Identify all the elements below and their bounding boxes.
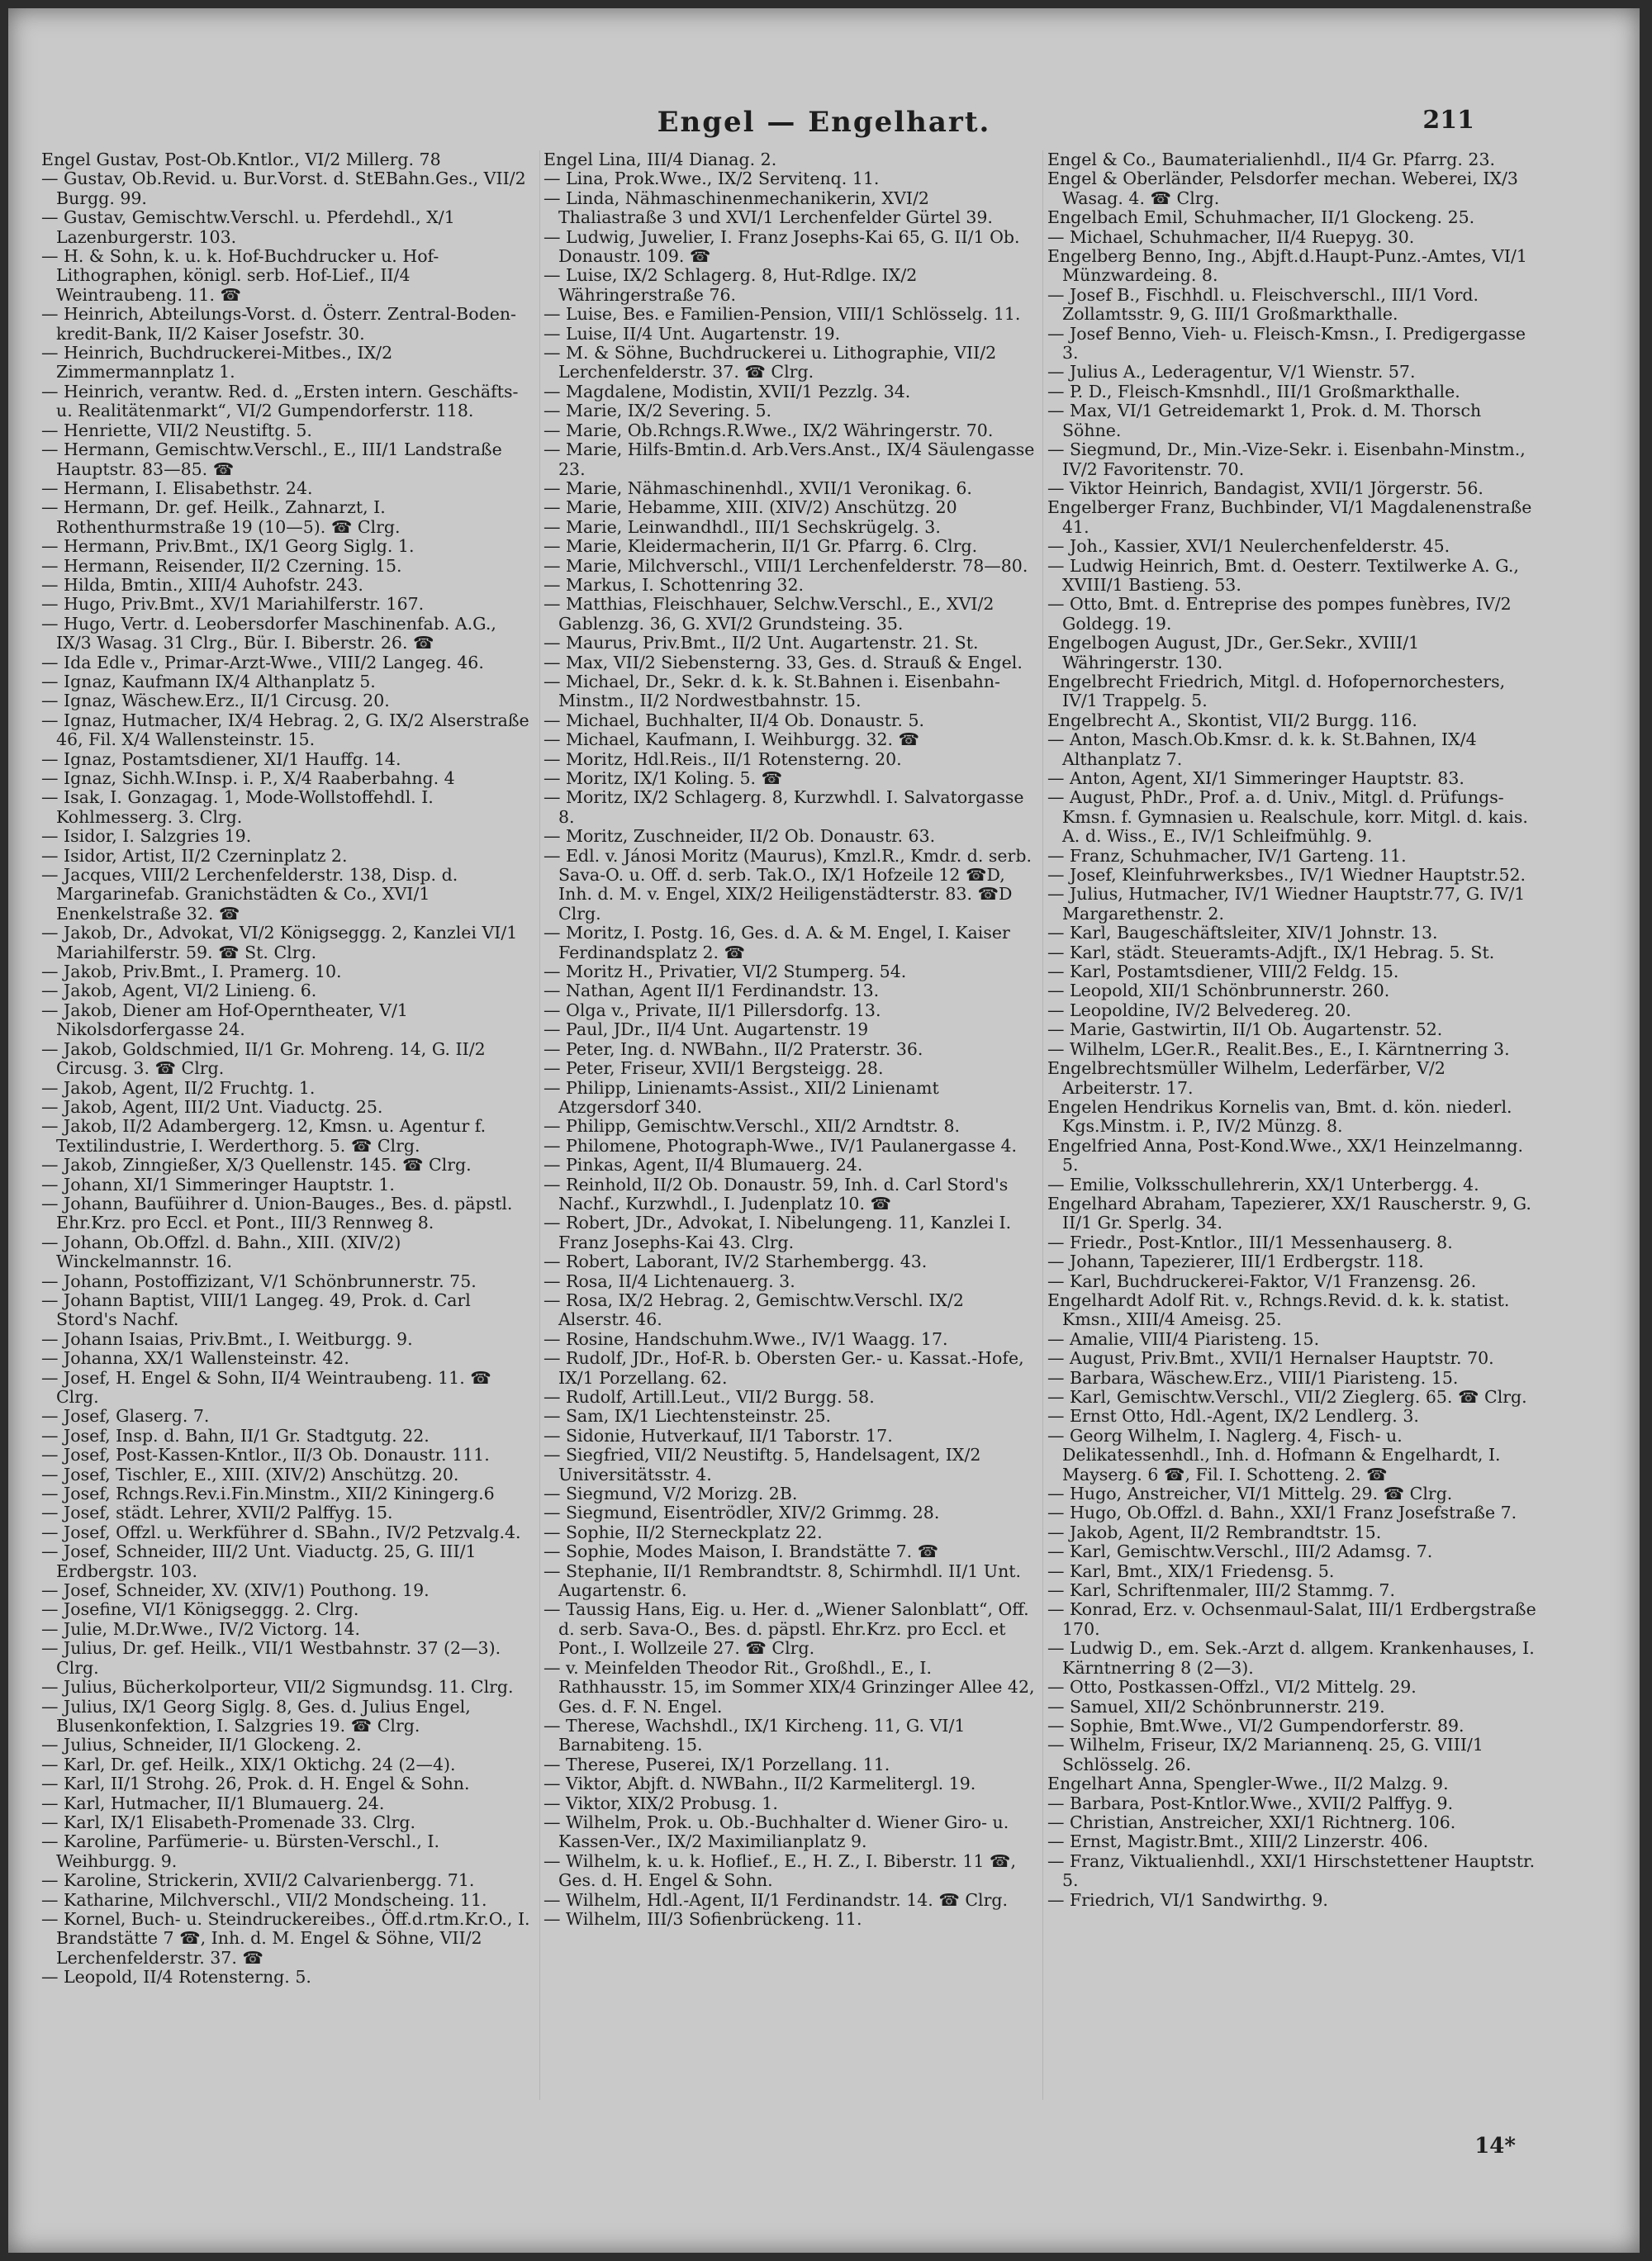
directory-entry: — Josef, H. Engel & Sohn, II/4 Weintraubeng. 11. ☎ Clrg. — [41, 1367, 491, 1407]
directory-entry: Engelhardt Adolf Rit. v., Rchngs.Revid. d. k. k. statist. Kmsn., XIII/4 Ameisg. 25. — [1047, 1290, 1510, 1330]
directory-entry: — Karl, Schriftenmaler, III/2 Stammg. 7. — [1047, 1580, 1395, 1601]
directory-entry: — Marie, Milchverschl., VIII/1 Lerchenfelderstr. 78—80. — [544, 555, 1028, 576]
directory-entry: — Wilhelm, III/3 Sofienbrückeng. 11. — [544, 1908, 862, 1929]
directory-entry: — Moritz, IX/1 Koling. 5. ☎ — [544, 768, 783, 788]
directory-entry: — Matthias, Fleischhauer, Selchw.Verschl., E., XVI/2 Gablenzg. 36, G. XVI/2 Grundsteing. 35. — [544, 594, 995, 634]
directory-entry: — Kornel, Buch- u. Steindruckereibes., Öff.d.rtm.Kr.O., I. Brandstätte 7 ☎, Inh. d. M. Engel & Söhne, VII/2 Lerchenfelderstr. 37. ☎ — [41, 1908, 530, 1968]
directory-column-3 — [1047, 150, 1541, 2100]
directory-entry: — Philipp, Gemischtw.Verschl., XII/2 Arndtstr. 8. — [544, 1116, 961, 1137]
directory-entry: — Johanna, XX/1 Wallensteinstr. 42. — [41, 1348, 349, 1369]
directory-entry: — Marie, Kleidermacherin, II/1 Gr. Pfarrg. 6. Clrg. — [544, 536, 978, 557]
directory-entry: — Ludwig Heinrich, Bmt. d. Oesterr. Textilwerke A. G., XVIII/1 Bastieng. 53. — [1047, 555, 1519, 595]
directory-entry: — Robert, Laborant, IV/2 Starhembergg. 43. — [544, 1252, 928, 1272]
directory-entry: — Siegmund, V/2 Morizg. 2B. — [544, 1484, 798, 1504]
directory-entry: — Lina, Prok.Wwe., IX/2 Servitenq. 11. — [544, 169, 880, 189]
directory-entry: — P. D., Fleisch-Kmsnhdl., III/1 Großmarkthalle. — [1047, 381, 1460, 401]
directory-entry: — Isidor, Artist, II/2 Czerninplatz 2. — [41, 845, 348, 866]
directory-entry: — Siegmund, Dr., Min.-Vize-Sekr. i. Eisenbahn-Minstm., IV/2 Favoritenstr. 70. — [1047, 439, 1526, 479]
directory-entry: — Ludwig, Juwelier, I. Franz Josephs-Kai 65, G. II/1 Ob. Donaustr. 109. ☎ — [544, 226, 1020, 267]
directory-entry: — August, PhDr., Prof. a. d. Univ., Mitgl. d. Prüfungs-Kmsn. f. Gymnasien u. Realschule, korr. Mitgl. d. kais. A. d. Wiss., E., IV/1 Schleifmühlg. 9. — [1047, 787, 1528, 847]
directory-entry: — Peter, Friseur, XVII/1 Bergsteigg. 28. — [544, 1058, 884, 1079]
directory-entry: — Linda, Nähmaschinenmechanikerin, XVI/2 Thaliastraße 3 und XVI/1 Lerchenfelder Gürtel 39. — [544, 188, 993, 228]
directory-entry: — Hugo, Priv.Bmt., XV/1 Mariahilferstr. 167. — [41, 594, 425, 615]
directory-entry: — Ludwig D., em. Sek.-Arzt d. allgem. Krankenhauses, I. Kärntnerring 8 (2—3). — [1047, 1638, 1535, 1678]
directory-entry: — Karl, II/1 Strohg. 26, Prok. d. H. Engel & Sohn. — [41, 1774, 470, 1794]
directory-entry: — Johann Isaias, Priv.Bmt., I. Weitburgg. 9. — [41, 1328, 413, 1349]
directory-entry: — Ignaz, Postamtsdiener, XI/1 Hauffg. 14. — [41, 748, 401, 769]
directory-entry: — Moritz, Zuschneider, II/2 Ob. Donaustr. 63. — [544, 826, 936, 847]
directory-entry: — Olga v., Private, II/1 Pillersdorfg. 13. — [544, 1000, 881, 1020]
directory-entry: — Pinkas, Agent, II/4 Blumauerg. 24. — [544, 1155, 863, 1176]
directory-entry: — Karl, Baugeschäftsleiter, XIV/1 Johnstr. 13. — [1047, 923, 1438, 943]
directory-entry: — Moritz, I. Postg. 16, Ges. d. A. & M. Engel, I. Kaiser Ferdinandsplatz 2. ☎ — [544, 923, 1010, 962]
directory-column-2 — [544, 150, 1037, 2100]
directory-entry: — Moritz, Hdl.Reis., II/1 Rotensterng. 20. — [544, 748, 902, 769]
directory-entry: — Ignaz, Wäschew.Erz., II/1 Circusg. 20. — [41, 691, 390, 711]
directory-entry: — Johann, Tapezierer, III/1 Erdbergstr. 118. — [1047, 1252, 1424, 1272]
directory-entry: — Josef, Tischler, E., XIII. (XIV/2) Anschützg. 20. — [41, 1464, 459, 1484]
directory-entry: — Johann, Baufüihrer d. Union-Bauges., Bes. d. päpstl. Ehr.Krz. pro Eccl. et Pont., III/3 Rennweg 8. — [41, 1193, 513, 1233]
directory-entry: — Sidonie, Hutverkauf, II/1 Taborstr. 17. — [544, 1425, 893, 1446]
directory-entry: — Magdalene, Modistin, XVII/1 Pezzlg. 34. — [544, 381, 911, 401]
directory-entry: — Henriette, VII/2 Neustiftg. 5. — [41, 420, 312, 440]
directory-entry: — Anton, Masch.Ob.Kmsr. d. k. k. St.Bahnen, IX/4 Althanplatz 7. — [1047, 729, 1477, 769]
directory-entry: — Hermann, Dr. gef. Heilk., Zahnarzt, I. Rothenthurmstraße 19 (10—5). ☎ Clrg. — [41, 497, 401, 537]
directory-entry: — Karl, Dr. gef. Heilk., XIX/1 Oktichg. 24 (2—4). — [41, 1754, 456, 1774]
directory-entry: — Luise, Bes. e Familien-Pension, VIII/1 Schlösselg. 11. — [544, 304, 1021, 325]
directory-entry: — Philipp, Linienamts-Assist., XII/2 Linienamt Atzgersdorf 340. — [544, 1077, 939, 1117]
directory-entry: — Ignaz, Sichh.W.Insp. i. P., X/4 Raaberbahng. 4 — [41, 768, 455, 788]
directory-entry: — Konrad, Erz. v. Ochsenmaul-Salat, III/1 Erdbergstraße 170. — [1047, 1599, 1536, 1639]
directory-entry: — Jakob, Goldschmied, II/1 Gr. Mohreng. 14, G. II/2 Circusg. 3. ☎ Clrg. — [41, 1038, 486, 1079]
directory-entry: — Franz, Schuhmacher, IV/1 Garteng. 11. — [1047, 845, 1407, 866]
directory-entry: — Paul, JDr., II/4 Unt. Augartenstr. 19 — [544, 1019, 869, 1040]
directory-entry: — Jakob, Agent, VI/2 Linieng. 6. — [41, 981, 317, 1001]
directory-entry: — Rosine, Handschuhm.Wwe., IV/1 Waagg. 17. — [544, 1328, 948, 1349]
directory-entry: — Siegfried, VII/2 Neustiftg. 5, Handelsagent, IX/2 Universitätsstr. 4. — [544, 1445, 981, 1484]
directory-entry: — Jakob, Dr., Advokat, VI/2 Königseggg. 2, Kanzlei VI/1 Mariahilferstr. 59. ☎ St. Clrg. — [41, 923, 518, 962]
directory-entry: Engelbrecht A., Skontist, VII/2 Burgg. 116. — [1047, 710, 1417, 730]
directory-entry: Engelbogen August, JDr., Ger.Sekr., XVIII/1 Währingerstr. 130. — [1047, 633, 1420, 672]
directory-entry: — Christian, Anstreicher, XXI/1 Richtnerg. 106. — [1047, 1812, 1456, 1832]
directory-entry: — Heinrich, Abteilungs-Vorst. d. Österr. Zentral-Boden-kredit-Bank, II/2 Kaiser Josefstr. 30. — [41, 304, 516, 344]
directory-entry: — Marie, Hebamme, XIII. (XIV/2) Anschützg. 20 — [544, 497, 957, 518]
directory-entry: — Hugo, Ob.Offzl. d. Bahn., XXI/1 Franz Josefstraße 7. — [1047, 1503, 1517, 1523]
directory-entry: — Karl, Hutmacher, II/1 Blumauerg. 24. — [41, 1793, 385, 1813]
directory-entry: — Sam, IX/1 Liechtensteinstr. 25. — [544, 1406, 832, 1427]
directory-entry: — Heinrich, verantw. Red. d. „Ersten intern. Geschäfts- u. Realitätenmarkt“, VI/2 Gumpendorferstr. 118. — [41, 381, 519, 421]
directory-entry: — Viktor, Abjft. d. NWBahn., II/2 Karmelitergl. 19. — [544, 1774, 976, 1794]
directory-entry: Engel Lina, III/4 Dianag. 2. — [544, 150, 777, 169]
directory-entry: — v. Meinfelden Theodor Rit., Großhdl., E., I. Rathhausstr. 15, im Sommer XIX/4 Grinzinger Allee 42, Ges. d. F. N. Engel. — [544, 1657, 1035, 1717]
directory-entry: — Maurus, Priv.Bmt., II/2 Unt. Augartenstr. 21. St. — [544, 633, 979, 653]
directory-entry: — Josef B., Fischhdl. u. Fleischverschl., III/1 Vord. Zollamtsstr. 9, G. III/1 Großmarkthalle. — [1047, 284, 1479, 325]
directory-entry: — Josef, städt. Lehrer, XVII/2 Palffyg. 15. — [41, 1503, 393, 1523]
directory-entry: — Luise, IX/2 Schlagerg. 8, Hut-Rdlge. IX/2 Währingerstraße 76. — [544, 265, 918, 305]
directory-entry: — Leopold, XII/1 Schönbrunnerstr. 260. — [1047, 981, 1390, 1001]
directory-entry: — Hermann, I. Elisabethstr. 24. — [41, 477, 313, 498]
directory-entry: — Michael, Buchhalter, II/4 Ob. Donaustr. 5. — [544, 710, 924, 730]
directory-entry: Engelen Hendrikus Kornelis van, Bmt. d. kön. niederl. Kgs.Minstm. i. P., IV/2 Münzg. 8. — [1047, 1096, 1512, 1137]
directory-entry: — Marie, Ob.Rchngs.R.Wwe., IX/2 Währingerstr. 70. — [544, 420, 994, 440]
directory-entry: — Marie, Hilfs-Bmtin.d. Arb.Vers.Anst., IX/4 Säulengasse 23. — [544, 439, 1035, 479]
directory-entry: — Moritz H., Privatier, VI/2 Stumperg. 54. — [544, 962, 907, 982]
signature-mark: 14* — [1474, 2134, 1516, 2159]
directory-entry: — Jakob, II/2 Adambergerg. 12, Kmsn. u. Agentur f. Textilindustrie, I. Werderthorg. 5. ☎ Clrg. — [41, 1116, 487, 1156]
directory-entry: — Josefine, VI/1 Königseggg. 2. Clrg. — [41, 1599, 359, 1620]
directory-entry: — Johann Baptist, VIII/1 Langeg. 49, Prok. d. Carl Stord's Nachf. — [41, 1290, 471, 1330]
directory-entry: — Josef, Post-Kassen-Kntlor., II/3 Ob. Donaustr. 111. — [41, 1445, 490, 1465]
directory-entry: — Katharine, Milchverschl., VII/2 Mondscheing. 11. — [41, 1889, 487, 1910]
directory-entry: — Karoline, Strickerin, XVII/2 Calvarienbergg. 71. — [41, 1870, 475, 1891]
directory-entry: — Ernst, Magistr.Bmt., XIII/2 Linzerstr. 406. — [1047, 1831, 1429, 1852]
directory-entry: — Jakob, Agent, II/2 Rembrandtstr. 15. — [1047, 1522, 1382, 1542]
directory-entry: — Karl, städt. Steueramts-Adjft., IX/1 Hebrag. 5. St. — [1047, 942, 1495, 962]
directory-entry: Engelhart Anna, Spengler-Wwe., II/2 Malzg. 9. — [1047, 1774, 1449, 1794]
directory-entry: — Isidor, I. Salzgries 19. — [41, 826, 252, 847]
directory-entry: — Michael, Dr., Sekr. d. k. k. St.Bahnen i. Eisenbahn-Minstm., II/2 Nordwestbahnstr. 15. — [544, 671, 1000, 711]
directory-entry: — Hugo, Vertr. d. Leobersdorfer Maschinenfab. A.G., IX/3 Wasag. 31 Clrg., Bür. I. Biberstr. 26. ☎ — [41, 613, 496, 653]
directory-entry: — Marie, Gastwirtin, II/1 Ob. Augartenstr. 52. — [1047, 1019, 1443, 1040]
directory-entry: — Jakob, Priv.Bmt., I. Pramerg. 10. — [41, 962, 342, 982]
directory-entry: Engelbach Emil, Schuhmacher, II/1 Glockeng. 25. — [1047, 207, 1475, 228]
directory-entry: — Reinhold, II/2 Ob. Donaustr. 59, Inh. d. Carl Stord's Nachf., Kurzwhdl., I. Judenplatz 10. ☎ — [544, 1174, 1009, 1214]
directory-entry: Engel & Oberländer, Pelsdorfer mechan. Weberei, IX/3 Wasag. 4. ☎ Clrg. — [1047, 169, 1518, 208]
directory-entry: — Wilhelm, LGer.R., Realit.Bes., E., I. Kärntnerring 3. — [1047, 1038, 1510, 1059]
directory-entry: — Julius, Dr. gef. Heilk., VII/1 Westbahnstr. 37 (2—3). Clrg. — [41, 1638, 501, 1678]
directory-entry: — Rudolf, JDr., Hof-R. b. Obersten Ger.- u. Kassat.-Hofe, IX/1 Porzellang. 62. — [544, 1348, 1024, 1388]
directory-entry: — Julie, M.Dr.Wwe., IV/2 Victorg. 14. — [41, 1618, 361, 1639]
directory-entry: — Karl, Bmt., XIX/1 Friedensg. 5. — [1047, 1560, 1335, 1581]
directory-entry: — Heinrich, Buchdruckerei-Mitbes., IX/2 Zimmermannplatz 1. — [41, 343, 393, 382]
directory-entry: — Julius, IX/1 Georg Siglg. 8, Ges. d. Julius Engel, Blusenkonfektion, I. Salzgries 19. ☎ Clrg. — [41, 1696, 471, 1736]
directory-entry: — Marie, IX/2 Severing. 5. — [544, 401, 772, 421]
directory-entry: — H. & Sohn, k. u. k. Hof-Buchdrucker u. Hof-Lithographen, königl. serb. Hof-Lief., II/4 Weintraubeng. 11. ☎ — [41, 246, 439, 305]
directory-entry: — Josef, Offzl. u. Werkführer d. SBahn., IV/2 Petzvalg.4. — [41, 1522, 521, 1542]
directory-entry: Engelbrechtsmüller Wilhelm, Lederfärber, V/2 Arbeiterstr. 17. — [1047, 1058, 1446, 1098]
directory-entry: — Wilhelm, Hdl.-Agent, II/1 Ferdinandstr. 14. ☎ Clrg. — [544, 1889, 1009, 1910]
page-header — [8, 106, 1640, 147]
directory-entry: Engelberger Franz, Buchbinder, VI/1 Magdalenenstraße 41. — [1047, 497, 1532, 537]
directory-entry: — Rosa, II/4 Lichtenauerg. 3. — [544, 1271, 795, 1291]
directory-entry: Engelfried Anna, Post-Kond.Wwe., XX/1 Heinzelmanng. 5. — [1047, 1135, 1524, 1176]
directory-entry: — August, Priv.Bmt., XVII/1 Hernalser Hauptstr. 70. — [1047, 1348, 1494, 1369]
directory-entry: — Julius, Schneider, II/1 Glockeng. 2. — [41, 1735, 362, 1755]
directory-entry: — Taussig Hans, Eig. u. Her. d. „Wiener Salonblatt“, Off. d. serb. Sava-O., Bes. d. päpstl. Ehr.Krz. pro Eccl. et Pont., I. Wollzeile 27. ☎ Clrg. — [544, 1599, 1029, 1659]
directory-entry: — Robert, JDr., Advokat, I. Nibelungeng. 11, Kanzlei I. Franz Josephs-Kai 43. Clrg. — [544, 1213, 1012, 1252]
directory-entry: — Max, VI/1 Getreidemarkt 1, Prok. d. M. Thorsch Söhne. — [1047, 401, 1482, 440]
directory-entry: — Josef, Schneider, III/2 Unt. Viaductg. 25, G. III/1 Erdbergstr. 103. — [41, 1541, 477, 1581]
directory-entry: — Marie, Leinwandhdl., III/1 Sechskrügelg. 3. — [544, 516, 941, 537]
directory-entry: — Karl, Postamtsdiener, VIII/2 Feldg. 15. — [1047, 962, 1399, 982]
directory-entry: — Jakob, Agent, III/2 Unt. Viaductg. 25. — [41, 1096, 383, 1117]
directory-entry: — Samuel, XII/2 Schönbrunnerstr. 219. — [1047, 1696, 1385, 1717]
directory-entry: — Philomene, Photograph-Wwe., IV/1 Paulanergasse 4. — [544, 1135, 1018, 1156]
directory-entry: Engelhard Abraham, Tapezierer, XX/1 Rauscherstr. 9, G. II/1 Gr. Sperlg. 34. — [1047, 1193, 1531, 1233]
directory-entry: — Hugo, Anstreicher, VI/1 Mittelg. 29. ☎ Clrg. — [1047, 1484, 1453, 1504]
directory-entry: — Gustav, Gemischtw.Verschl. u. Pferdehdl., X/1 Lazenburgerstr. 103. — [41, 207, 455, 247]
directory-entry: — Ida Edle v., Primar-Arzt-Wwe., VIII/2 Langeg. 46. — [41, 652, 484, 672]
directory-entry: — Karl, Gemischtw.Verschl., III/2 Adamsg. 7. — [1047, 1541, 1433, 1562]
directory-entry: — Sophie, Modes Maison, I. Brandstätte 7. ☎ — [544, 1541, 939, 1562]
directory-entry: — Otto, Bmt. d. Entreprise des pompes funèbres, IV/2 Goldegg. 19. — [1047, 594, 1512, 634]
directory-entry: — Edl. v. Jánosi Moritz (Maurus), Kmzl.R., Kmdr. d. serb. Sava-O. u. Off. d. serb. Tak.O., IX/1 Hofzeile 12 ☎D, Inh. d. M. v. Engel, XIX/2 Heiligenstädterstr. 83. ☎D Clrg. — [544, 845, 1032, 924]
directory-entry: — Moritz, IX/2 Schlagerg. 8, Kurzwhdl. I. Salvatorgasse 8. — [544, 787, 1024, 827]
directory-entry: — Jacques, VIII/2 Lerchenfelderstr. 138, Disp. d. Margarinefab. Granichstädten & Co., XVI/1 Enenkelstraße 32. ☎ — [41, 865, 458, 924]
directory-entry: — Hilda, Bmtin., XIII/4 Auhofstr. 243. — [41, 574, 363, 595]
directory-entry: — Georg Wilhelm, I. Naglerg. 4, Fisch- u. Delikatessenhdl., Inh. d. Hofmann & Engelhardt, I. Mayserg. 6 ☎, Fil. I. Schotteng. 2. ☎ — [1047, 1425, 1501, 1484]
directory-entry: Engelberg Benno, Ing., Abjft.d.Haupt-Punz.-Amtes, VI/1 Münzwardeing. 8. — [1047, 246, 1527, 286]
directory-entry: — M. & Söhne, Buchdruckerei u. Lithographie, VII/2 Lerchenfelderstr. 37. ☎ Clrg. — [544, 343, 997, 382]
directory-entry: — Wilhelm, Friseur, IX/2 Mariannenq. 25, G. VIII/1 Schlösselg. 26. — [1047, 1735, 1483, 1774]
page-number: 211 — [1422, 106, 1474, 135]
directory-entry: — Amalie, VIII/4 Piaristeng. 15. — [1047, 1328, 1320, 1349]
directory-entry: — Jakob, Diener am Hof-Operntheater, V/1 Nikolsdorfergasse 24. — [41, 1000, 408, 1040]
directory-entry: — Viktor, XIX/2 Probusg. 1. — [544, 1793, 778, 1813]
directory-entry: — Ignaz, Kaufmann IX/4 Althanplatz 5. — [41, 671, 376, 691]
directory-entry: Engel & Co., Baumaterialienhdl., II/4 Gr. Pfarrg. 23. — [1047, 150, 1496, 169]
directory-entry: — Max, VII/2 Siebensterng. 33, Ges. d. Strauß & Engel. — [544, 652, 1023, 672]
directory-entry: — Siegmund, Eisentrödler, XIV/2 Grimmg. 28. — [544, 1503, 940, 1523]
directory-entry: — Emilie, Volksschullehrerin, XX/1 Unterbergg. 4. — [1047, 1174, 1479, 1195]
directory-entry: — Sophie, II/2 Sterneckplatz 22. — [544, 1522, 823, 1542]
directory-entry: — Friedrich, VI/1 Sandwirthg. 9. — [1047, 1889, 1328, 1910]
directory-entry: — Friedr., Post-Kntlor., III/1 Messenhauserg. 8. — [1047, 1232, 1453, 1252]
directory-entry: — Wilhelm, Prok. u. Ob.-Buchhalter d. Wiener Giro- u. Kassen-Ver., IX/2 Maximilianplatz 9. — [544, 1812, 1009, 1852]
directory-entry: — Michael, Schuhmacher, II/4 Ruepyg. 30. — [1047, 226, 1415, 247]
column-divider — [539, 150, 540, 2100]
directory-entry: — Josef, Kleinfuhrwerksbes., IV/1 Wiedner Hauptstr.52. — [1047, 865, 1526, 886]
directory-entry: — Ignaz, Hutmacher, IX/4 Hebrag. 2, G. IX/2 Alserstraße 46, Fil. X/4 Wallensteinstr. 15. — [41, 710, 529, 750]
directory-column-1 — [41, 150, 535, 2100]
directory-entry: — Marie, Nähmaschinenhdl., XVII/1 Veronikag. 6. — [544, 477, 972, 498]
directory-entry: — Hermann, Priv.Bmt., IX/1 Georg Siglg. 1. — [41, 536, 415, 557]
directory-entry: — Peter, Ing. d. NWBahn., II/2 Praterstr. 36. — [544, 1038, 923, 1059]
directory-entry: — Barbara, Post-Kntlor.Wwe., XVII/2 Palffyg. 9. — [1047, 1793, 1454, 1813]
directory-entry: — Joh., Kassier, XVI/1 Neulerchenfelderstr. 45. — [1047, 536, 1450, 557]
directory-entry: — Julius, Bücherkolporteur, VII/2 Sigmundsg. 11. Clrg. — [41, 1677, 514, 1698]
directory-entry: — Viktor Heinrich, Bandagist, XVII/1 Jörgerstr. 56. — [1047, 477, 1483, 498]
directory-entry: — Leopold, II/4 Rotensterng. 5. — [41, 1967, 311, 1988]
directory-entry: — Rosa, IX/2 Hebrag. 2, Gemischtw.Verschl. IX/2 Alserstr. 46. — [544, 1290, 964, 1330]
directory-entry: — Leopoldine, IV/2 Belvedereg. 20. — [1047, 1000, 1351, 1020]
directory-entry: — Therese, Puserei, IX/1 Porzellang. 11. — [544, 1754, 890, 1774]
directory-entry: — Johann, XI/1 Simmeringer Hauptstr. 1. — [41, 1174, 395, 1195]
directory-entry: — Karl, Gemischtw.Verschl., VII/2 Zieglerg. 65. ☎ Clrg. — [1047, 1387, 1527, 1407]
directory-entry: — Josef, Insp. d. Bahn, II/1 Gr. Stadtgutg. 22. — [41, 1425, 430, 1446]
directory-entry: — Julius A., Lederagentur, V/1 Wienstr. 57. — [1047, 362, 1416, 382]
directory-entry: — Josef, Rchngs.Rev.i.Fin.Minstm., XII/2 Kiningerg.6 — [41, 1484, 495, 1504]
directory-entry: Engel Gustav, Post-Ob.Kntlor., VI/2 Millerg. 78 — [41, 150, 441, 169]
directory-entry: — Barbara, Wäschew.Erz., VIII/1 Piaristeng. 15. — [1047, 1367, 1459, 1388]
directory-entry: — Isak, I. Gonzagag. 1, Mode-Wollstoffehdl. I. Kohlmesserg. 3. Clrg. — [41, 787, 434, 827]
directory-entry: — Therese, Wachshdl., IX/1 Kircheng. 11, G. VI/1 Barnabiteng. 15. — [544, 1715, 966, 1755]
directory-entry: — Michael, Kaufmann, I. Weihburgg. 32. ☎ — [544, 729, 920, 750]
directory-entry: — Markus, I. Schottenring 32. — [544, 574, 805, 595]
directory-entry: — Gustav, Ob.Revid. u. Bur.Vorst. d. StEBahn.Ges., VII/2 Burgg. 99. — [41, 169, 526, 208]
directory-entry: — Luise, II/4 Unt. Augartenstr. 19. — [544, 323, 841, 344]
directory-entry: — Franz, Viktualienhdl., XXI/1 Hirschstettener Hauptstr. 5. — [1047, 1850, 1536, 1891]
directory-entry: — Anton, Agent, XI/1 Simmeringer Hauptstr. 83. — [1047, 768, 1464, 788]
directory-entry: — Wilhelm, k. u. k. Hoflief., E., H. Z., I. Biberstr. 11 ☎, Ges. d. H. Engel & Sohn. — [544, 1850, 1016, 1891]
directory-entry: — Sophie, Bmt.Wwe., VI/2 Gumpendorferstr. 89. — [1047, 1715, 1464, 1736]
running-title: Engel — Engelhart. — [657, 106, 991, 139]
directory-entry: — Rudolf, Artill.Leut., VII/2 Burgg. 58. — [544, 1387, 875, 1407]
directory-entry: — Otto, Postkassen-Offzl., VI/2 Mittelg. 29. — [1047, 1677, 1417, 1698]
directory-entry: — Josef, Schneider, XV. (XIV/1) Pouthong. 19. — [41, 1580, 430, 1601]
directory-entry: — Karoline, Parfümerie- u. Bürsten-Verschl., I. Weihburgg. 9. — [41, 1831, 439, 1871]
directory-entry: — Jakob, Agent, II/2 Fruchtg. 1. — [41, 1077, 316, 1098]
directory-entry: — Karl, Buchdruckerei-Faktor, V/1 Franzensg. 26. — [1047, 1271, 1477, 1291]
directory-entry: — Hermann, Gemischtw.Verschl., E., III/1 Landstraße Hauptstr. 83—85. ☎ — [41, 439, 502, 479]
directory-entry: — Jakob, Zinngießer, X/3 Quellenstr. 145. ☎ Clrg. — [41, 1155, 472, 1176]
directory-entry: — Julius, Hutmacher, IV/1 Wiedner Hauptstr.77, G. IV/1 Margarethenstr. 2. — [1047, 884, 1526, 924]
directory-entry: — Josef Benno, Vieh- u. Fleisch-Kmsn., I. Predigergasse 3. — [1047, 323, 1526, 363]
directory-entry: — Johann, Postoffizizant, V/1 Schönbrunnerstr. 75. — [41, 1271, 477, 1291]
directory-entry: — Nathan, Agent II/1 Ferdinandstr. 13. — [544, 981, 880, 1001]
directory-entry: Engelbrecht Friedrich, Mitgl. d. Hofopernorchesters, IV/1 Trappelg. 5. — [1047, 671, 1506, 711]
directory-entry: — Stephanie, II/1 Rembrandtstr. 8, Schirmhdl. II/1 Unt. Augartenstr. 6. — [544, 1560, 1022, 1601]
column-divider — [1042, 150, 1043, 2100]
directory-entry: — Hermann, Reisender, II/2 Czerning. 15. — [41, 555, 402, 576]
directory-entry: — Josef, Glaserg. 7. — [41, 1406, 210, 1427]
directory-page — [8, 8, 1640, 2253]
directory-entry: — Johann, Ob.Offzl. d. Bahn., XIII. (XIV/2) Winckelmannstr. 16. — [41, 1232, 401, 1272]
directory-entry: — Ernst Otto, Hdl.-Agent, IX/2 Lendlerg. 3. — [1047, 1406, 1419, 1427]
directory-entry: — Karl, IX/1 Elisabeth-Promenade 33. Clrg. — [41, 1812, 416, 1832]
